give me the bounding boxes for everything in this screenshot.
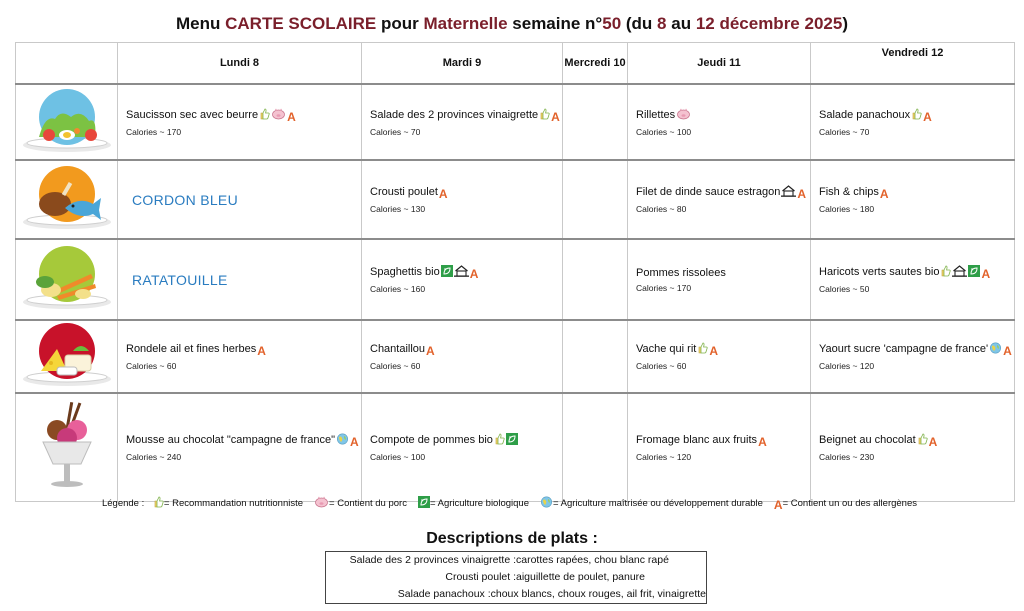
calories: Calories ~ 60 [636,361,687,371]
thumbs-up-icon [940,265,951,281]
homemade-house-icon [454,265,469,281]
thumbs-up-icon [259,108,270,124]
dish-name: Vache qui rit A [636,343,718,358]
homemade-house-icon [952,265,967,281]
menu-table [15,42,1015,502]
menu-cell [628,320,811,393]
allergen-icon: A [438,187,448,201]
menu-cell [118,160,362,239]
allergen-icon: A [773,498,783,512]
thumbs-up-icon [911,108,922,124]
description-row [326,552,706,569]
dish-name: Fromage blanc aux fruitsA [636,433,767,449]
calories: Calories ~ 70 [819,126,870,137]
calories: Calories ~ 100 [636,126,692,137]
menu-cell [563,393,628,501]
calories: Calories ~ 60 [126,361,177,371]
dish-name: CORDON BLEU [132,191,238,208]
menu-row [16,84,1015,160]
allergen-icon: A [928,434,938,449]
calories: Calories ~ 120 [636,451,692,462]
thumbs-up-icon [494,433,505,449]
description-text: carottes rapées, chou blanc rapé [516,554,669,566]
calories: Calories ~ 100 [370,451,426,462]
menu-cell [811,84,1015,160]
header-illustration-cell [16,43,118,85]
legend-item: = Contient du porc [313,498,407,509]
sustainable-globe-icon [540,496,553,511]
pig-icon [676,108,691,124]
menu-cell [811,393,1015,501]
dish-name: Saucisson sec avec beurre A [126,108,296,124]
allergen-icon: A [551,109,560,124]
dish-name: Rillettes [636,108,802,124]
dish-name: Filet de dinde sauce estragon A [636,186,806,201]
header-row [16,43,1015,85]
sustainable-globe-icon [989,342,1002,358]
page-title: Menu CARTE SCOLAIRE pour Maternelle semaine n°50 (du 8 au 12 décembre 2025) [176,14,848,33]
menu-cell [118,239,362,320]
day-header: Vendredi 12 [811,43,1015,85]
calories: Calories ~ 70 [370,126,421,137]
calories: Calories ~ 160 [370,284,426,294]
menu-cell [362,160,563,239]
dish-name: Rondele ail et fines herbesA [126,343,266,358]
allergen-icon: A [287,109,296,124]
day-header: Jeudi 11 [628,43,811,85]
menu-row [16,320,1015,393]
organic-leaf-icon [968,265,980,281]
allergen-icon: A [758,434,767,449]
dish-name: Salade des 2 provinces vinaigrette A [370,108,560,124]
day-header: Lundi 8 [118,43,362,85]
allergen-icon: A [709,344,718,358]
allergen-icon: A [257,344,266,358]
menu-cell [563,320,628,393]
thumbs-up-icon [697,342,708,358]
legend-item: A= Contient un ou des allergènes [773,498,917,512]
sustainable-globe-icon [336,433,349,449]
dish-name: Spaghettis bio A [370,266,479,281]
menu-cell [811,320,1015,393]
calories: Calories ~ 230 [819,451,875,462]
legend-item: = Agriculture maîtrisée ou développement durable [539,498,763,509]
menu-cell [563,84,628,160]
calories: Calories ~ 80 [636,204,687,214]
calories: Calories ~ 180 [819,204,875,214]
menu-cell [563,160,628,239]
dish-name: Pommes rissolees [636,267,726,279]
allergen-icon: A [981,267,991,281]
menu-cell [628,84,811,160]
allergen-icon: A [469,267,479,281]
organic-leaf-icon [418,496,430,511]
menu-cell [628,160,811,239]
dish-name: Fish & chipsA [819,186,889,201]
menu-cell [362,320,563,393]
menu-cell [563,239,628,320]
descriptions-box [325,551,707,604]
dish-name: Mousse au chocolat "campagne de france" A [126,433,359,449]
pig-icon [271,108,286,124]
thumbs-up-icon [153,496,164,511]
menu-cell [811,160,1015,239]
dish-name: RATATOUILLE [132,271,228,288]
description-dish: Salade panachoux : [397,588,491,600]
menu-cell [362,84,563,160]
menu-row [16,393,1015,501]
description-row [326,569,706,586]
menu-cell [362,239,563,320]
organic-leaf-icon [441,265,453,281]
dish-name: Crousti pouletA [370,186,448,201]
menu-cell [628,239,811,320]
pig-icon [314,496,329,511]
calories: Calories ~ 130 [370,204,426,214]
description-text: choux blancs, choux rouges, ail frit, vinaigrette [490,588,706,600]
organic-leaf-icon [506,433,518,449]
descriptions-title: Descriptions de plats : [426,530,598,547]
allergen-icon: A [879,187,889,201]
dish-name: Haricots verts sautes bio A [819,266,991,281]
homemade-house-icon [781,185,796,201]
dish-name: Compote de pommes bio [370,433,554,449]
description-row [326,586,706,603]
legend [0,496,1024,511]
day-header: Mardi 9 [362,43,563,85]
allergen-icon: A [797,187,806,201]
menu-cell [118,84,362,160]
day-header: Mercredi 10 [563,43,628,85]
chicken-fish-plate-illustration [16,160,118,239]
legend-prefix: Légende : [101,498,147,509]
calories: Calories ~ 170 [636,283,692,293]
description-dish: Crousti poulet : [445,571,516,583]
menu-row [16,160,1015,239]
thumbs-up-icon [539,108,550,124]
dish-name: Salade panachoux A [819,108,932,124]
legend-item: = Recommandation nutritionniste [152,498,303,509]
cheese-plate-illustration [16,320,118,393]
legend-item: = Agriculture biologique [417,498,529,509]
calories: Calories ~ 170 [126,126,182,137]
menu-cell [362,393,563,501]
menu-cell [811,239,1015,320]
allergen-icon: A [426,344,435,358]
ice-cream-cup-illustration [16,393,118,501]
menu-row [16,239,1015,320]
salad-plate-illustration [16,84,118,160]
thumbs-up-icon [917,433,928,449]
allergen-icon: A [350,434,359,449]
vegetables-plate-illustration [16,239,118,320]
calories: Calories ~ 120 [819,361,875,371]
calories: Calories ~ 240 [126,451,182,462]
calories: Calories ~ 50 [819,284,870,294]
calories: Calories ~ 60 [370,361,421,371]
description-dish: Salade des 2 provinces vinaigrette : [349,554,516,566]
menu-cell [628,393,811,501]
menu-cell [118,320,362,393]
menu-cell [118,393,362,501]
dish-name: Yaourt sucre 'campagne de france' A [819,343,1012,358]
allergen-icon: A [923,109,932,124]
dish-name: ChantaillouA [370,343,435,358]
dish-name: Beignet au chocolat A [819,433,938,449]
allergen-icon: A [1003,344,1012,358]
description-text: aiguillette de poulet, panure [516,571,646,583]
